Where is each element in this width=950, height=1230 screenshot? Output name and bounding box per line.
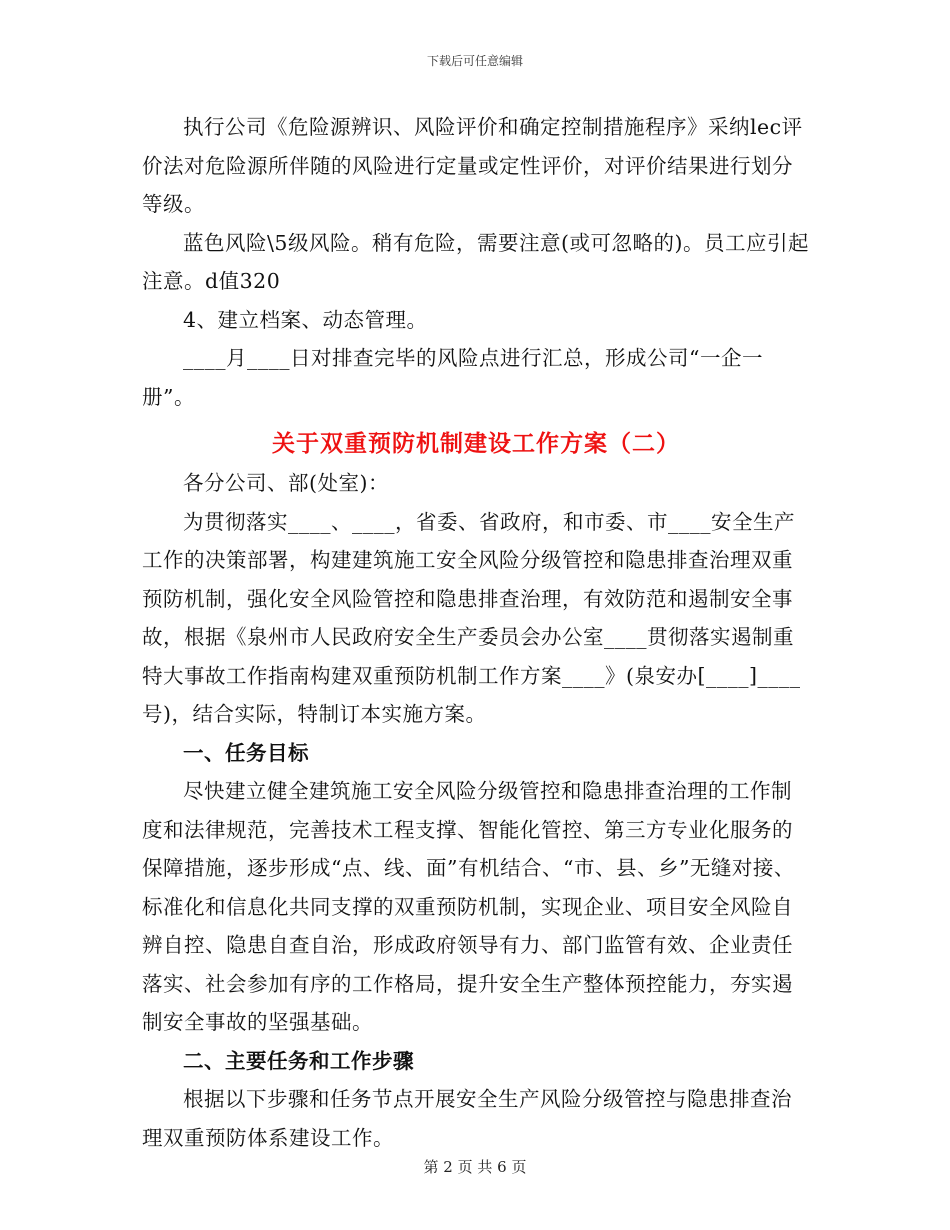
page-footer: 第 2 页 共 6 页: [423, 1158, 527, 1176]
paragraph-purpose: 为贯彻落实____、____，省委、省政府，和市委、市____安全生产工作的决策部署，构建建筑施工安全风险分级管控和隐患排查治理双重预防机制，强化安全风险管控和隐患排查治理，有效防范和遏制安全事故，根据《泉州市人民政府安全生产委员会办公室____贯彻落实遏制重特大事故工作指南构建双重预防机制工作方案____》(泉安办[____]____号)，结合实际，特制订本实施方案。: [142, 509, 801, 726]
section-heading-goals: 一、任务目标: [183, 740, 309, 765]
paragraph-blue-risk: 蓝色风险\5级风险。稍有危险，需要注意(或可忽略的)。员工应引起注意。d值320: [142, 230, 809, 293]
section-heading-tasks: 二、主要任务和工作步骤: [183, 1048, 414, 1073]
salutation: 各分公司、部(处室)：: [183, 471, 389, 495]
page-header: 下载后可任意编辑: [426, 54, 523, 68]
paragraph-risk-evaluation: 执行公司《危险源辨识、风险评价和确定控制措施程序》采纳lec评价法对危险源所伴随的风险进行定量或定性评价，对评价结果进行划分等级。: [142, 115, 803, 216]
document-body: [142, 108, 810, 1157]
paragraph-goals: 尽快建立健全建筑施工安全风险分级管控和隐患排查治理的工作制度和法律规范，完善技术工程支撑、智能化管控、第三方专业化服务的保障措施，逐步形成“点、线、面”有机结合、“市、县、乡”无缝对接、标准化和信息化共同支撑的双重预防机制，实现企业、项目安全风险自辨自控、隐患自查自治，形成政府领导有力、部门监管有效、企业责任落实、社会参加有序的工作格局，提升安全生产整体预控能力，夯实遏制安全事故的坚强基础。: [142, 779, 795, 1034]
paragraph-tasks: 根据以下步骤和任务节点开展安全生产风险分级管控与隐患排查治理双重预防体系建设工作。: [142, 1087, 792, 1150]
document-title: 关于双重预防机制建设工作方案（二）: [272, 431, 680, 457]
paragraph-summary-date: ____月____日对排查完毕的风险点进行汇总，形成公司“一企一册”。: [142, 346, 763, 409]
paragraph-archive-step: 4、建立档案、动态管理。: [183, 307, 428, 332]
